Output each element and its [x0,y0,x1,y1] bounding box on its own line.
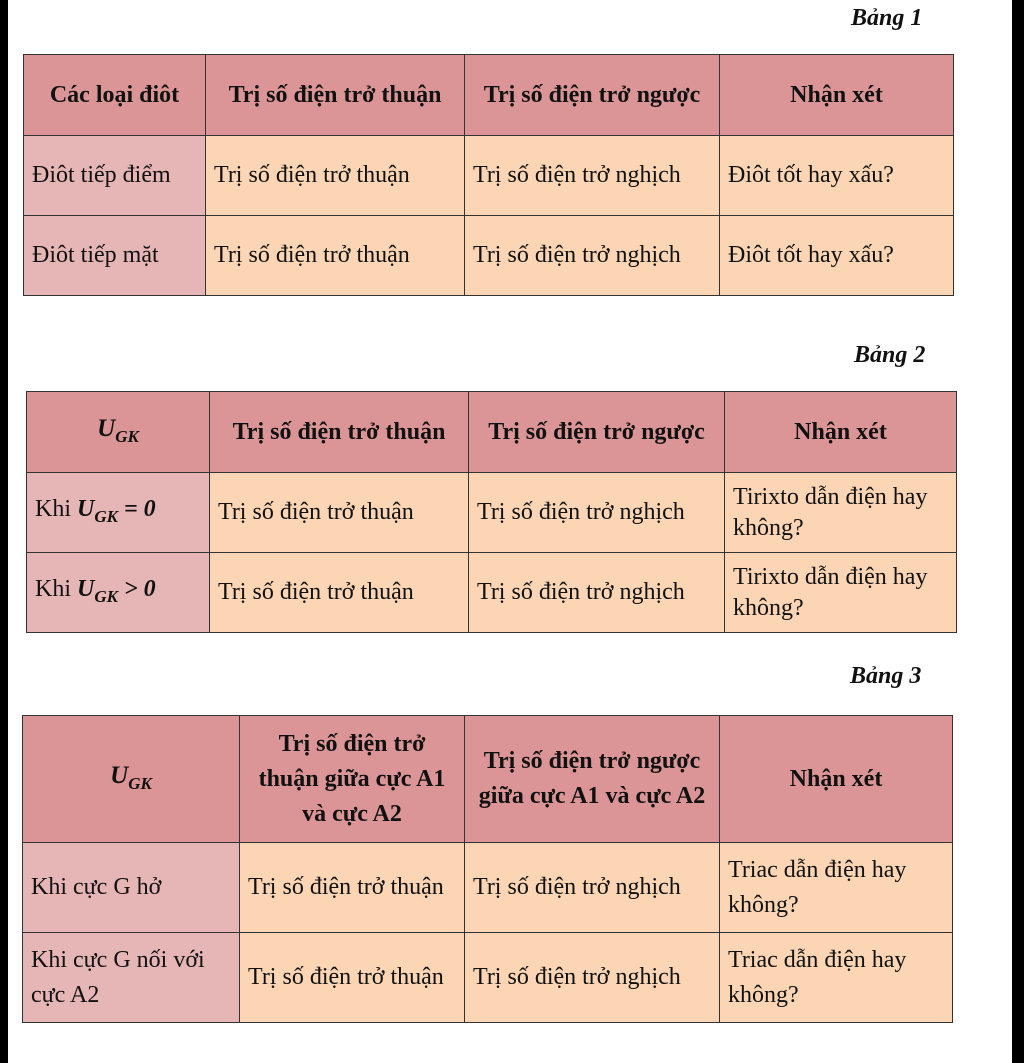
table3-row-label: Khi cực G nối với cực A2 [23,933,240,1023]
row-prefix: Khi [35,495,77,522]
table3-header-cell: Trị số điện trở thuận giữa cực A1 và cực A2 [240,716,465,843]
table1-cell: Trị số điện trở nghịch [465,216,720,296]
table2-cell: Tirixto dẫn điện hay không? [725,553,957,633]
table2 [26,391,957,633]
table3-cell: Triac dẫn điện hay không? [720,933,953,1023]
table3 [22,715,953,1023]
table3-header-ugk [23,716,240,843]
table2-cell: Trị số điện trở thuận [210,553,469,633]
ugk-subscript: GK [128,773,152,793]
table3-cell: Trị số điện trở nghịch [465,933,720,1023]
table2-row-label [27,473,210,553]
table2-caption: Bảng 2 [854,342,926,368]
table3-header-cell: Nhận xét [720,716,953,843]
table2-cell: Tirixto dẫn điện hay không? [725,473,957,553]
table-row [27,553,957,633]
table1-header-cell: Trị số điện trở ngược [465,55,720,136]
table1-header-row [24,55,954,136]
table3-cell: Trị số điện trở thuận [240,933,465,1023]
table-row [23,933,953,1023]
table3-cell: Trị số điện trở thuận [240,843,465,933]
table1-row-label: Điôt tiếp điểm [24,136,206,216]
ugk-symbol: U [110,761,129,789]
table2-row-label [27,553,210,633]
row-relation: > 0 [117,575,156,602]
table3-row-label: Khi cực G hở [23,843,240,933]
table3-cell: Triac dẫn điện hay không? [720,843,953,933]
table3-header-cell: Trị số điện trở ngược giữa cực A1 và cực A2 [465,716,720,843]
table1-cell: Trị số điện trở thuận [206,136,465,216]
table2-header-cell: Trị số điện trở ngược [469,392,725,473]
table-row [24,216,954,296]
table3-cell: Trị số điện trở nghịch [465,843,720,933]
row-prefix: Khi [35,575,77,602]
ugk-symbol: U [77,495,95,522]
table1 [23,54,954,296]
table1-row-label: Điôt tiếp mặt [24,216,206,296]
table1-caption: Bảng 1 [851,5,923,31]
table-row [24,136,954,216]
ugk-symbol: U [77,575,95,602]
table2-cell: Trị số điện trở nghịch [469,553,725,633]
table1-header-cell: Nhận xét [720,55,954,136]
table1-header-cell: Các loại điôt [24,55,206,136]
table2-cell: Trị số điện trở nghịch [469,473,725,553]
table2-header-ugk [27,392,210,473]
table2-header-row [27,392,957,473]
row-relation: = 0 [117,495,156,522]
table-row [27,473,957,553]
ugk-subscript: GK [94,586,118,606]
table1-cell: Điôt tốt hay xấu? [720,216,954,296]
ugk-subscript: GK [115,426,139,446]
document-page [8,0,1012,1063]
table2-cell: Trị số điện trở thuận [210,473,469,553]
table-row [23,843,953,933]
table3-header-row [23,716,953,843]
ugk-symbol: U [97,414,116,442]
table1-cell: Trị số điện trở nghịch [465,136,720,216]
table1-header-cell: Trị số điện trở thuận [206,55,465,136]
ugk-subscript: GK [94,506,118,526]
table1-cell: Trị số điện trở thuận [206,216,465,296]
table3-caption: Bảng 3 [850,663,922,689]
table2-header-cell: Nhận xét [725,392,957,473]
table2-header-cell: Trị số điện trở thuận [210,392,469,473]
table1-cell: Điôt tốt hay xấu? [720,136,954,216]
